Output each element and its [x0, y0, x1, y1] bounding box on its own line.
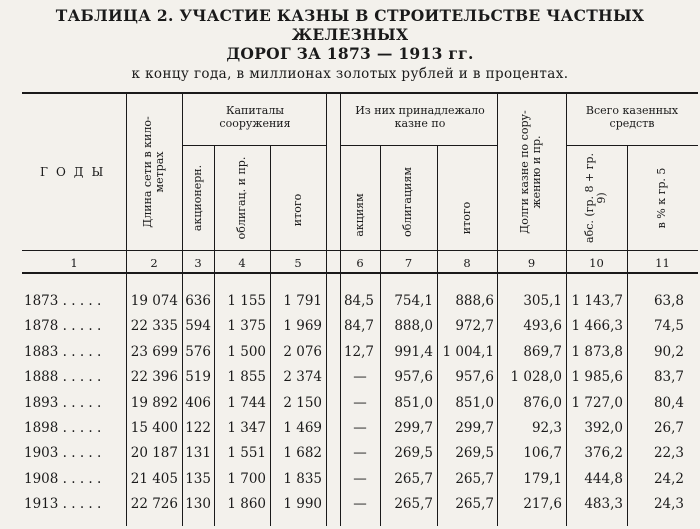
vline-1 — [126, 94, 127, 526]
vline-8 — [497, 94, 498, 526]
cell-c11: 83,7 — [653, 369, 684, 386]
cell-c10: 483,3 — [584, 496, 623, 513]
cell-c11: 24,3 — [653, 496, 684, 513]
vline-5b — [340, 94, 341, 526]
cell-c5: 1 682 — [283, 445, 322, 462]
colnum-1: 1 — [70, 256, 78, 270]
cell-c10: 1 466,3 — [571, 318, 623, 335]
cell-c7: 991,4 — [394, 343, 433, 360]
cell-c9: 493,6 — [523, 318, 562, 335]
cell-c3: 636 — [185, 293, 211, 309]
column-number-rule-top — [22, 250, 698, 251]
header-capital-bonds: облигац. и пр. — [235, 156, 248, 240]
cell-c5: 2 150 — [283, 394, 322, 411]
cell-c7: 851,0 — [394, 394, 433, 411]
vline-3 — [214, 145, 215, 526]
cell-c4: 1 855 — [227, 369, 266, 386]
cell-c3: 122 — [185, 420, 211, 436]
colnum-11: 11 — [655, 256, 670, 270]
header-total-abs: абс. (гр. 8 + гр. 9) — [583, 153, 608, 243]
cell-c5: 2 076 — [283, 343, 322, 360]
cell-c8: 299,7 — [455, 420, 494, 436]
cell-c10: 1 985,6 — [571, 369, 623, 386]
capital-group-rule — [182, 145, 326, 146]
cell-c7: 888,0 — [394, 318, 433, 335]
cell-c10: 444,8 — [584, 470, 623, 487]
row-year: 1888 . . . . . — [24, 369, 102, 386]
cell-c10: 1 727,0 — [571, 394, 623, 411]
colnum-5: 5 — [294, 256, 302, 270]
treasury-group-rule — [340, 145, 497, 146]
header-capital-shares: акционерн. — [191, 164, 204, 232]
cell-c2: 21 405 — [130, 470, 178, 487]
colnum-8: 8 — [463, 256, 471, 270]
cell-c9: 305,1 — [523, 293, 562, 309]
cell-c9: 106,7 — [523, 445, 562, 462]
cell-c7: 265,7 — [394, 470, 433, 487]
header-bottom-rule — [22, 272, 698, 274]
vline-6 — [380, 145, 381, 526]
cell-c4: 1 347 — [227, 420, 266, 436]
cell-c5: 1 791 — [283, 293, 322, 309]
header-treasury-shares: акциям — [353, 193, 366, 237]
colnum-7: 7 — [404, 256, 413, 270]
cell-c4: 1 700 — [227, 470, 266, 487]
row-year: 1878 . . . . . — [24, 318, 102, 335]
cell-c9: 217,6 — [523, 496, 562, 513]
cell-c2: 23 699 — [130, 343, 178, 360]
cell-c6: — — [353, 445, 367, 462]
row-year: 1893 . . . . . — [24, 394, 102, 411]
cell-c8: 265,7 — [455, 496, 494, 513]
header-network-length: Длина сети в кило-метрах — [141, 116, 166, 228]
row-year: 1898 . . . . . — [24, 420, 102, 436]
cell-c7: 269,5 — [394, 445, 433, 462]
table-title — [0, 6, 700, 63]
cell-c10: 1 873,8 — [571, 343, 623, 360]
cell-c6: — — [353, 496, 367, 513]
cell-c9: 179,1 — [523, 470, 562, 487]
cell-c2: 22 335 — [130, 318, 178, 335]
colnum-9: 9 — [527, 256, 536, 270]
cell-c4: 1 375 — [227, 318, 266, 335]
cell-c5: 1 469 — [283, 420, 322, 436]
header-capital-total: итого — [291, 193, 304, 227]
cell-c11: 80,4 — [653, 394, 684, 411]
cell-c3: 130 — [185, 496, 211, 513]
cell-c6: — — [353, 420, 367, 436]
cell-c10: 1 143,7 — [571, 293, 623, 309]
cell-c6: — — [353, 470, 367, 487]
cell-c11: 63,8 — [653, 293, 684, 309]
vline-9 — [566, 94, 567, 526]
table-subtitle: к концу года, в миллионах золотых рублей и в процентах. — [131, 66, 569, 82]
cell-c10: 376,2 — [584, 445, 623, 462]
cell-c8: 1 004,1 — [442, 343, 494, 360]
cell-c11: 24,2 — [653, 470, 684, 487]
header-total-pct: в % к гр. 5 — [655, 167, 668, 229]
colnum-6: 6 — [356, 256, 364, 270]
cell-c6: — — [353, 394, 367, 411]
row-year: 1873 . . . . . — [24, 293, 102, 309]
cell-c10: 392,0 — [584, 420, 623, 436]
cell-c7: 265,7 — [394, 496, 433, 513]
cell-c2: 22 726 — [130, 496, 178, 513]
cell-c4: 1 860 — [227, 496, 266, 513]
header-years: ГОДЫ — [40, 165, 112, 179]
cell-c3: 406 — [185, 394, 211, 411]
title-line-2: ДОРОГ ЗА 1873 — 1913 гг. — [226, 44, 474, 63]
cell-c9: 869,7 — [523, 343, 562, 360]
header-debts: Долги казне по сору-жению и пр. — [518, 110, 543, 234]
total-group-rule — [566, 145, 698, 146]
row-year: 1913 . . . . . — [24, 496, 102, 513]
cell-c2: 20 187 — [130, 445, 178, 462]
cell-c5: 1 835 — [283, 470, 322, 487]
cell-c6: 84,5 — [343, 293, 374, 309]
colnum-10: 10 — [589, 256, 604, 270]
cell-c3: 519 — [185, 369, 211, 386]
header-total-group: Всего казенных средств — [585, 104, 679, 130]
header-treasury-bonds: облигациям — [401, 167, 414, 237]
cell-c9: 92,3 — [531, 420, 562, 436]
colnum-3: 3 — [194, 256, 202, 270]
cell-c4: 1 744 — [227, 394, 266, 411]
colnum-2: 2 — [150, 256, 158, 270]
cell-c11: 26,7 — [653, 420, 684, 436]
cell-c5: 1 969 — [283, 318, 322, 335]
colnum-4: 4 — [238, 256, 246, 270]
vline-5 — [326, 94, 327, 526]
cell-c8: 888,6 — [455, 293, 494, 309]
cell-c3: 131 — [185, 445, 211, 462]
cell-c6: 84,7 — [343, 318, 374, 335]
vline-10 — [627, 145, 628, 526]
cell-c6: 12,7 — [343, 343, 374, 360]
cell-c4: 1 155 — [227, 293, 266, 309]
cell-c11: 22,3 — [653, 445, 684, 462]
vline-4 — [270, 145, 271, 526]
cell-c3: 576 — [185, 343, 211, 360]
vline-7 — [437, 145, 438, 526]
cell-c8: 851,0 — [455, 394, 494, 411]
cell-c2: 19 074 — [130, 293, 178, 309]
vline-2 — [182, 94, 183, 526]
row-year: 1908 . . . . . — [24, 470, 102, 487]
cell-c5: 2 374 — [283, 369, 322, 386]
cell-c8: 972,7 — [455, 318, 494, 335]
cell-c8: 265,7 — [455, 470, 494, 487]
cell-c11: 74,5 — [653, 318, 684, 335]
cell-c2: 19 892 — [130, 394, 178, 411]
cell-c9: 1 028,0 — [510, 369, 562, 386]
cell-c7: 957,6 — [394, 369, 433, 386]
cell-c3: 135 — [185, 470, 211, 487]
cell-c3: 594 — [185, 318, 211, 335]
header-treasury-group: Из них принадлежало казне по — [355, 104, 485, 130]
cell-c4: 1 551 — [227, 445, 266, 462]
cell-c8: 957,6 — [455, 369, 494, 386]
cell-c5: 1 990 — [283, 496, 322, 513]
cell-c9: 876,0 — [523, 394, 562, 411]
cell-c7: 299,7 — [394, 420, 433, 436]
top-rule — [22, 92, 698, 94]
header-treasury-total: итого — [460, 201, 473, 235]
cell-c11: 90,2 — [653, 343, 684, 360]
cell-c7: 754,1 — [394, 293, 433, 309]
cell-c2: 15 400 — [130, 420, 178, 436]
title-line-1: ТАБЛИЦА 2. УЧАСТИЕ КАЗНЫ В СТРОИТЕЛЬСТВЕ ЧАСТНЫХ ЖЕЛЕЗНЫХ — [55, 6, 645, 44]
cell-c2: 22 396 — [130, 369, 178, 386]
cell-c8: 269,5 — [455, 445, 494, 462]
cell-c4: 1 500 — [227, 343, 266, 360]
header-capital-group: Капиталы сооружения — [219, 104, 291, 130]
row-year: 1903 . . . . . — [24, 445, 102, 462]
cell-c6: — — [353, 369, 367, 386]
row-year: 1883 . . . . . — [24, 343, 102, 360]
